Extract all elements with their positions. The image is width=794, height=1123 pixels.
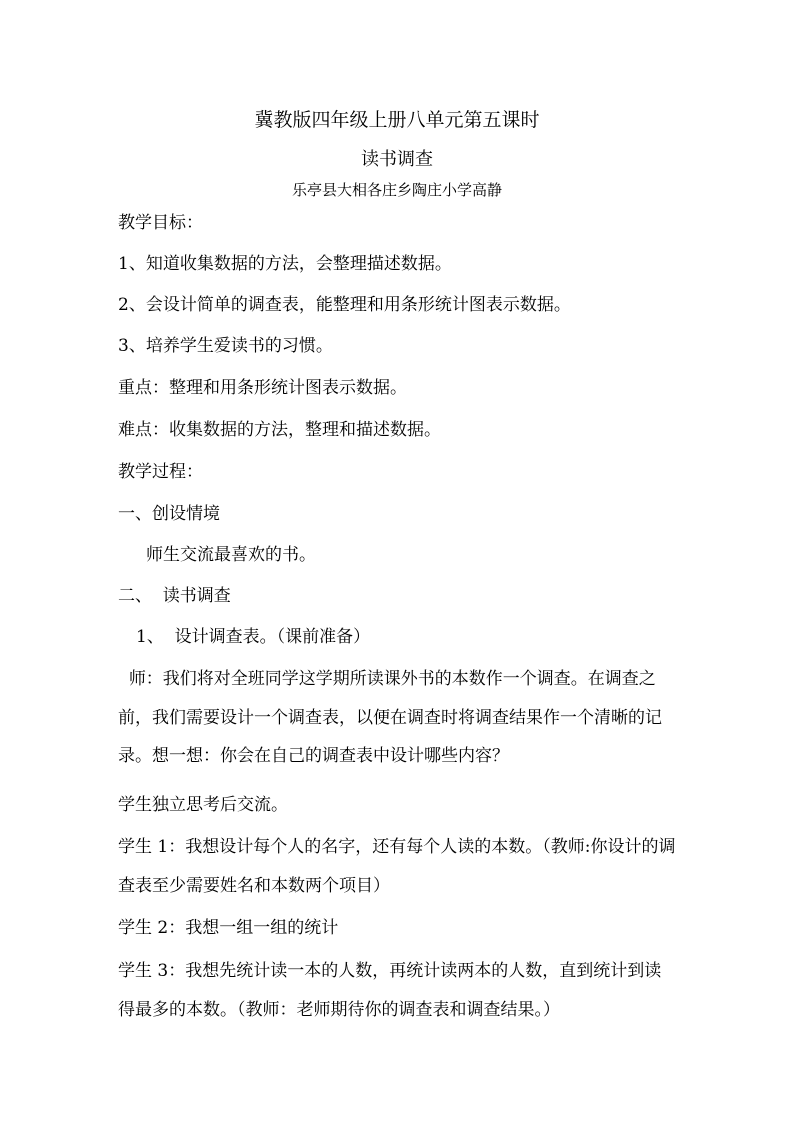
student-response: 学生 2：我想一组一组的统计 bbox=[118, 918, 339, 938]
student-response: 学生 3：我想先统计读一本的人数，再统计读两本的人数，直到统计到读得最多的本数。（教师：老师期待你的调查表和调查结果。） bbox=[118, 961, 662, 1020]
goal-item: 2、会设计简单的调查表，能整理和用条形统计图表示数据。 bbox=[118, 295, 571, 315]
difficult-point: 难点：收集数据的方法，整理和描述数据。 bbox=[118, 420, 441, 440]
section-heading: 二、 读书调查 bbox=[118, 586, 231, 606]
step-heading: 1、 设计调查表。（课前准备） bbox=[136, 627, 371, 647]
goals-heading: 教学目标： bbox=[118, 213, 203, 233]
teacher-paragraph: 师：我们将对全班同学这学期所读课外书的本数作一个调查。在调查之前，我们需要设计一个调查表，以便在调查时将调查结果作一个清晰的记录。想一想：你会在自己的调查表中设计哪些内容？ bbox=[118, 669, 662, 766]
section-heading: 一、创设情境 bbox=[118, 504, 220, 524]
section-text: 师生交流最喜欢的书。 bbox=[146, 545, 316, 565]
process-heading: 教学过程： bbox=[118, 462, 203, 482]
document-title: 冀教版四年级上册八单元第五课时 bbox=[254, 109, 540, 131]
student-note: 学生独立思考后交流。 bbox=[118, 795, 288, 815]
key-point: 重点：整理和用条形统计图表示数据。 bbox=[118, 378, 407, 398]
goal-item: 1、知道收集数据的方法，会整理描述数据。 bbox=[118, 254, 452, 274]
author-line: 乐亭县大相各庄乡陶庄小学高静 bbox=[291, 181, 502, 199]
goal-item: 3、培养学生爱读书的习惯。 bbox=[118, 336, 333, 356]
document-subtitle: 读书调查 bbox=[361, 149, 433, 170]
student-response: 学生 1：我想设计每个人的名字，还有每个人读的本数。（教师:你设计的调查表至少需要姓名和本数两个项目） bbox=[118, 837, 676, 896]
